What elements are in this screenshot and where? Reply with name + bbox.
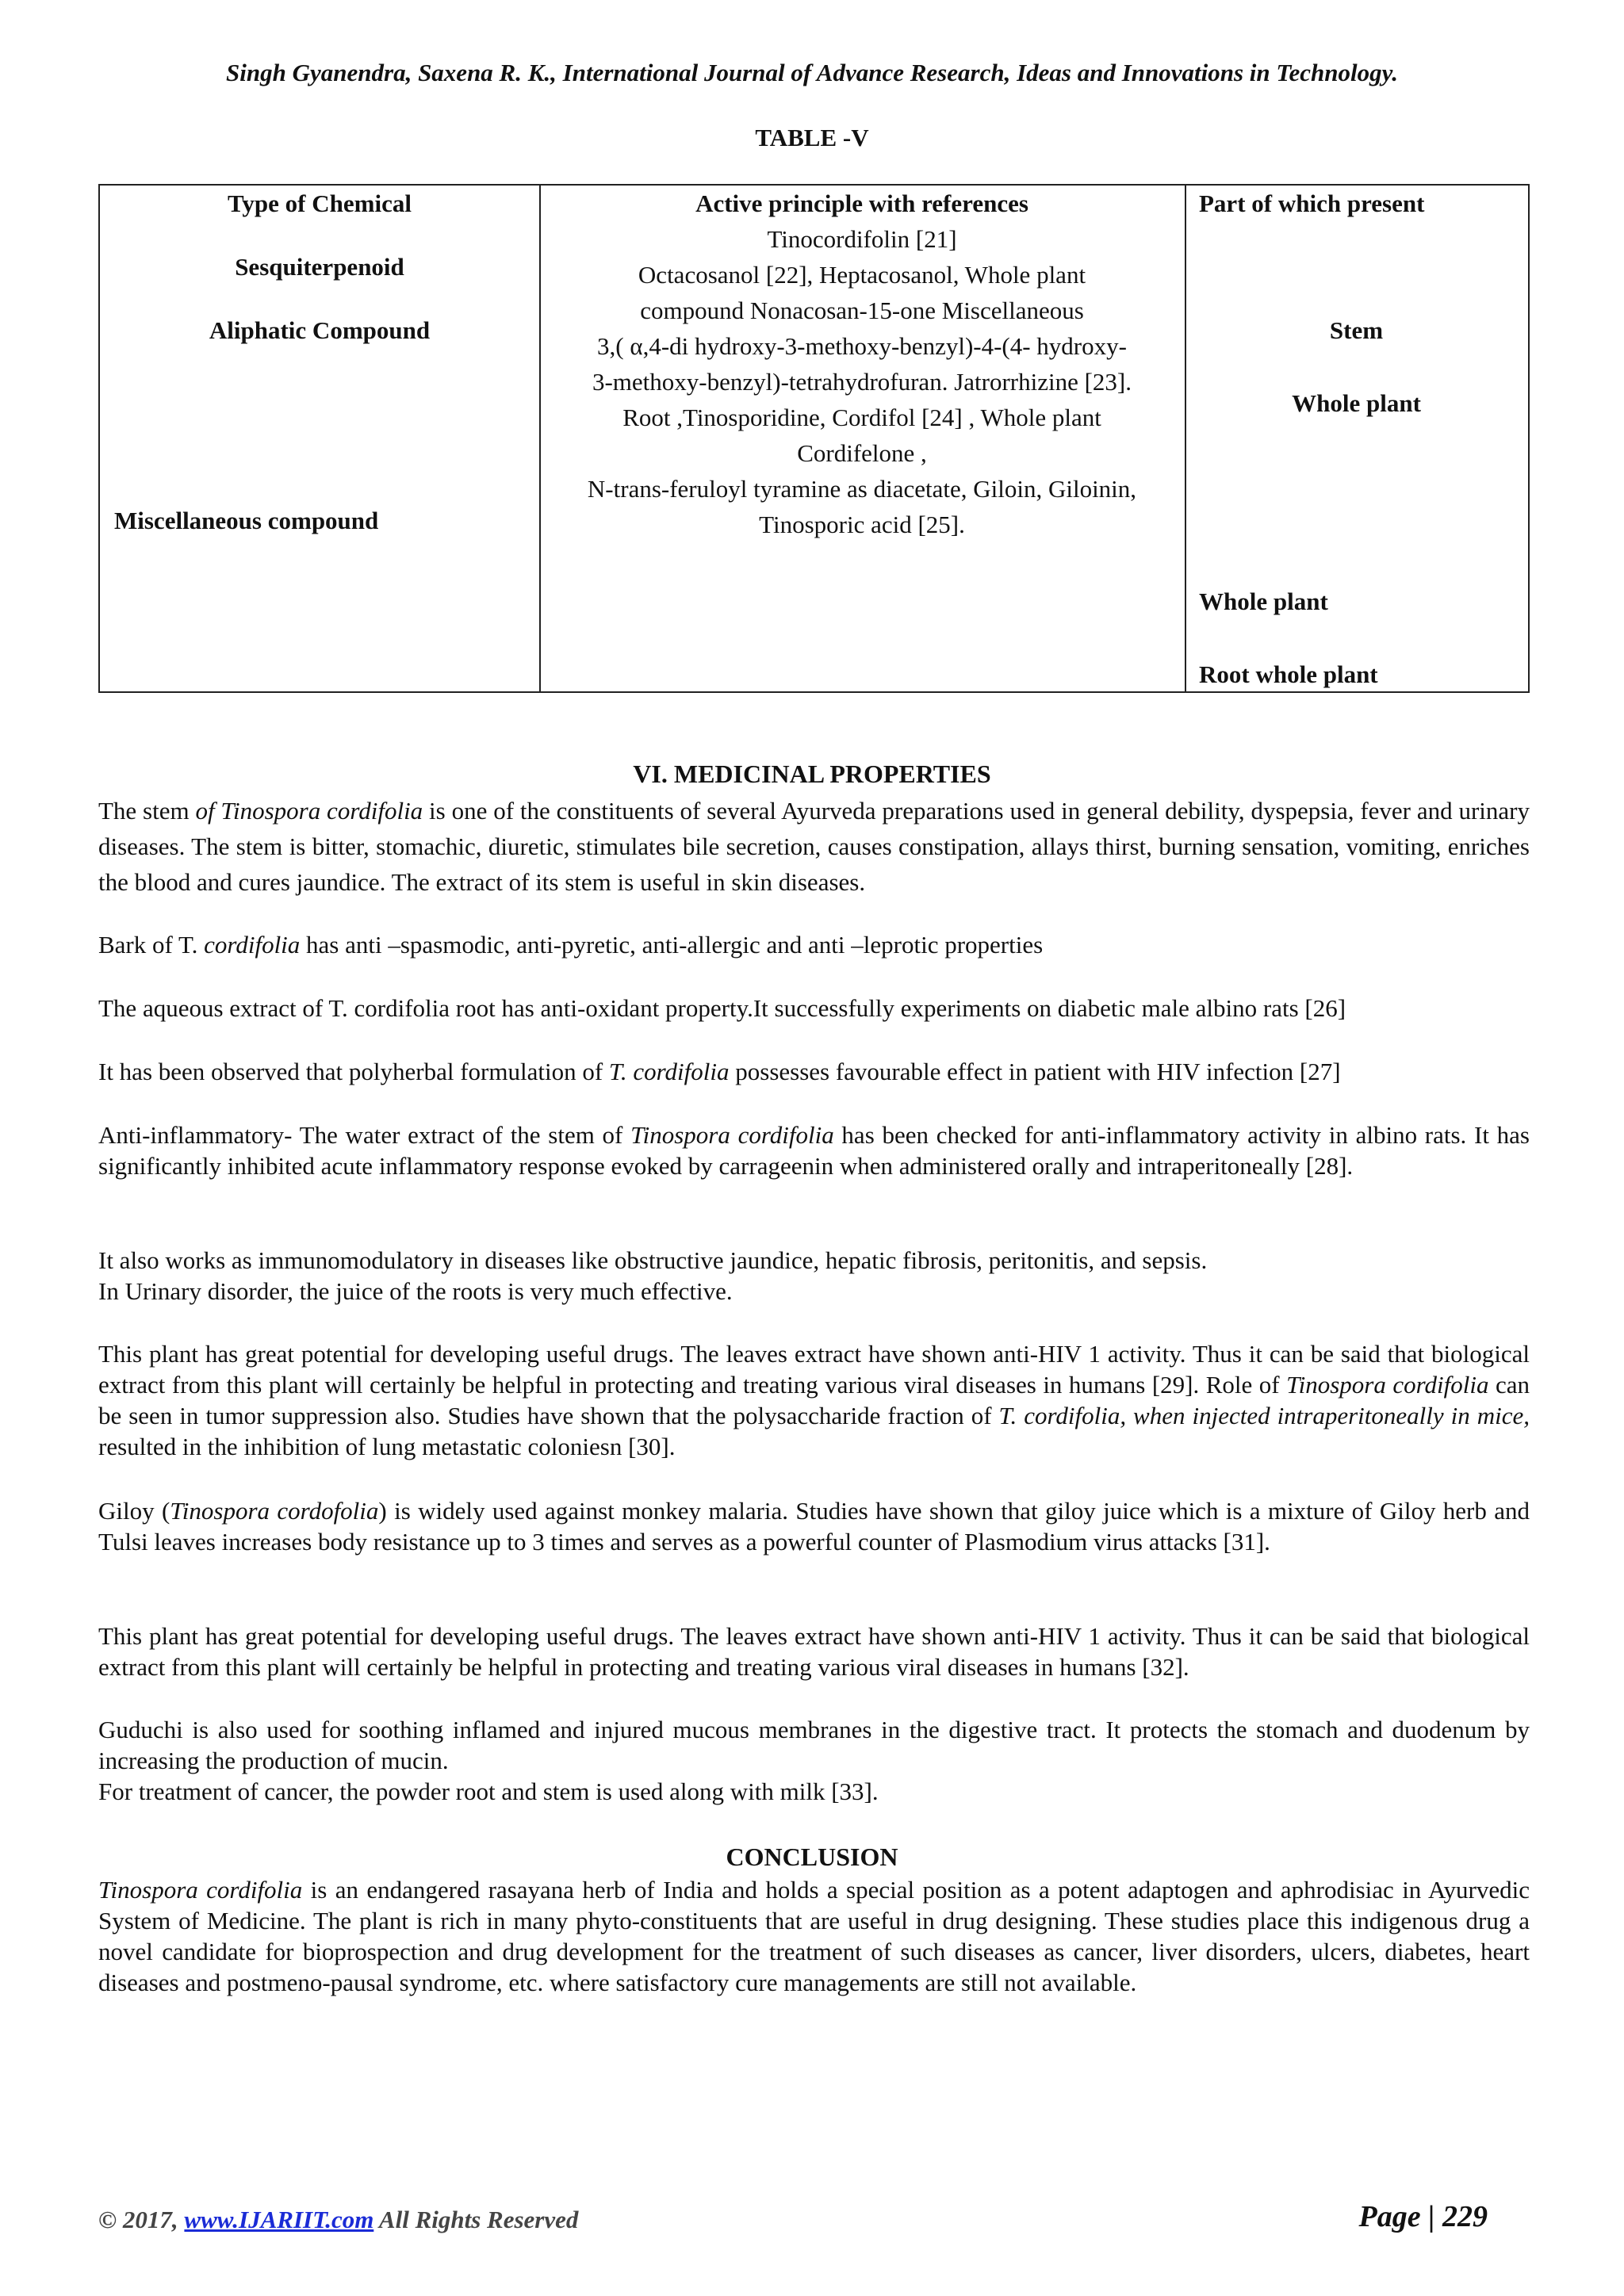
type-cell: Aliphatic Compound xyxy=(209,316,431,344)
header-active-principle: Active principle with references xyxy=(695,189,1028,217)
page-number: Page | 229 xyxy=(1358,2200,1488,2233)
italic-span: Tinospora cordifolia xyxy=(1286,1371,1489,1399)
italic-span: Tinospora cordifolia xyxy=(98,1876,303,1904)
paragraph: The aqueous extract of T. cordifolia root has anti-oxidant property.It successfully experiments on diabetic male albino rats [26] xyxy=(98,994,1346,1022)
italic-span: Tinospora cordifolia xyxy=(630,1121,834,1149)
active-line: Octacosanol [22], Heptacosanol, Whole plant xyxy=(638,261,1086,289)
paragraph: The stem of Tinospora cordifolia is one of the constituents of several Ayurveda preparations used in general debility, dyspepsia, fever and urinary diseases. The stem is bitter, stomachic, diuretic, stimulates bile secretion, causes constipation, allays thirst, burning sensation, vomiting, enriches the blood and cures jaundice. The extract of its stem is useful in skin diseases. xyxy=(98,797,1530,896)
section-title-medicinal-properties: VI. MEDICINAL PROPERTIES xyxy=(633,760,991,788)
paragraph: It also works as immunomodulatory in diseases like obstructive jaundice, hepatic fibrosis, peritonitis, and sepsis. In Urinary disorder, the juice of the roots is very much effective. xyxy=(98,1246,1208,1305)
paragraph: This plant has great potential for developing useful drugs. The leaves extract have shown anti-HIV 1 activity. Thus it can be said that biological extract from this plant will certainly be helpful in protecting and treating various viral diseases in humans [29]. Role of Tinospora cordifolia can be seen in tumor suppression also. Studies have shown that the polysaccharide fraction of T. cordifolia, when injected intraperitoneally in mice, resulted in the inhibition of lung metastatic coloniesn [30]. xyxy=(98,1340,1530,1460)
header-type-of-chemical: Type of Chemical xyxy=(228,189,412,217)
active-line: Root ,Tinosporidine, Cordifol [24] , Whole plant xyxy=(622,404,1101,431)
paragraph: Giloy (Tinospora cordofolia) is widely used against monkey malaria. Studies have shown that giloy juice which is a mixture of Giloy herb and Tulsi leaves increases body resistance up to 3 times and serves as a powerful counter of Plasmodium virus attacks [31]. xyxy=(98,1497,1530,1556)
paragraph: This plant has great potential for developing useful drugs. The leaves extract have shown anti-HIV 1 activity. Thus it can be said that biological extract from this plant will certainly be helpful in protecting and treating various viral diseases in humans [32]. xyxy=(98,1622,1530,1681)
active-line: Tinocordifolin [21] xyxy=(767,225,957,253)
paragraph: Bark of T. cordifolia has anti –spasmodic, anti-pyretic, anti-allergic and anti –leprotic properties xyxy=(98,931,1044,959)
table-title: TABLE -V xyxy=(755,124,869,151)
paragraph: Anti-inflammatory- The water extract of the stem of Tinospora cordifolia has been checked for anti-inflammatory activity in albino rats. It has significantly inhibited acute inflammatory response evoked by carrageenin when administered orally and intraperitoneally [28]. xyxy=(98,1121,1530,1180)
type-column xyxy=(100,186,541,691)
footer-copyright: © 2017, www.IJARIIT.com All Rights Reserved xyxy=(98,2206,579,2233)
paragraph: Guduchi is also used for soothing inflamed and injured mucous membranes in the digestive tract. It protects the stomach and duodenum by increasing the production of mucin. For treatment of cancer, the powder root and stem is used along with milk [33]. xyxy=(98,1716,1530,1805)
active-line: Cordifelone , xyxy=(797,439,927,467)
active-line: N-trans-feruloyl tyramine as diacetate, Giloin, Giloinin, xyxy=(587,475,1137,503)
part-column xyxy=(1185,186,1528,691)
active-line: Tinosporic acid [25]. xyxy=(759,511,965,538)
header-part-of-which-present: Part of which present xyxy=(1199,189,1425,217)
type-cell: Sesquiterpenoid xyxy=(235,253,404,281)
italic-span: of Tinospora cordifolia xyxy=(195,797,423,825)
active-line: 3-methoxy-benzyl)-tetrahydrofuran. Jatrorrhizine [23]. xyxy=(592,368,1132,396)
paragraph: It has been observed that polyherbal formulation of T. cordifolia possesses favourable effect in patient with HIV infection [27] xyxy=(98,1058,1341,1085)
section-title-conclusion: CONCLUSION xyxy=(726,1843,898,1871)
website-link[interactable]: www.IJARIIT.com xyxy=(184,2206,374,2233)
active-principle-column xyxy=(539,186,1186,691)
paragraph: Tinospora cordifolia is an endangered rasayana herb of India and holds a special position as a potent adaptogen and aphrodisiac in Ayurvedic System of Medicine. The plant is rich in many phyto-constituents that are useful in drug designing. These studies place this indigenous drug a novel candidate for bioprospection and drug development for the treatment of such diseases as cancer, liver disorders, ulcers, diabetes, heart diseases and postmeno-pausal syndrome, etc. where satisfactory cure managements are still not available. xyxy=(98,1876,1530,1996)
running-header: Singh Gyanendra, Saxena R. K., International Journal of Advance Research, Ideas and Innovations in Technology. xyxy=(226,59,1398,86)
type-cell: Miscellaneous compound xyxy=(114,507,379,534)
italic-span: T. cordifolia xyxy=(608,1058,730,1085)
italic-span: cordifolia xyxy=(204,931,301,959)
italic-span: Tinospora cordofolia xyxy=(170,1497,379,1525)
part-cell: Root whole plant xyxy=(1199,660,1378,688)
active-line: 3,( α,4-di hydroxy-3-methoxy-benzyl)-4-(4- hydroxy- xyxy=(597,332,1127,360)
chemical-table xyxy=(98,184,1530,693)
part-cell: Whole plant xyxy=(1292,389,1421,417)
active-line: compound Nonacosan-15-one Miscellaneous xyxy=(640,297,1084,324)
part-cell: Whole plant xyxy=(1199,587,1328,615)
part-cell: Stem xyxy=(1329,316,1384,344)
italic-span: T. cordifolia, when injected intraperitoneally in mice, xyxy=(998,1402,1530,1429)
